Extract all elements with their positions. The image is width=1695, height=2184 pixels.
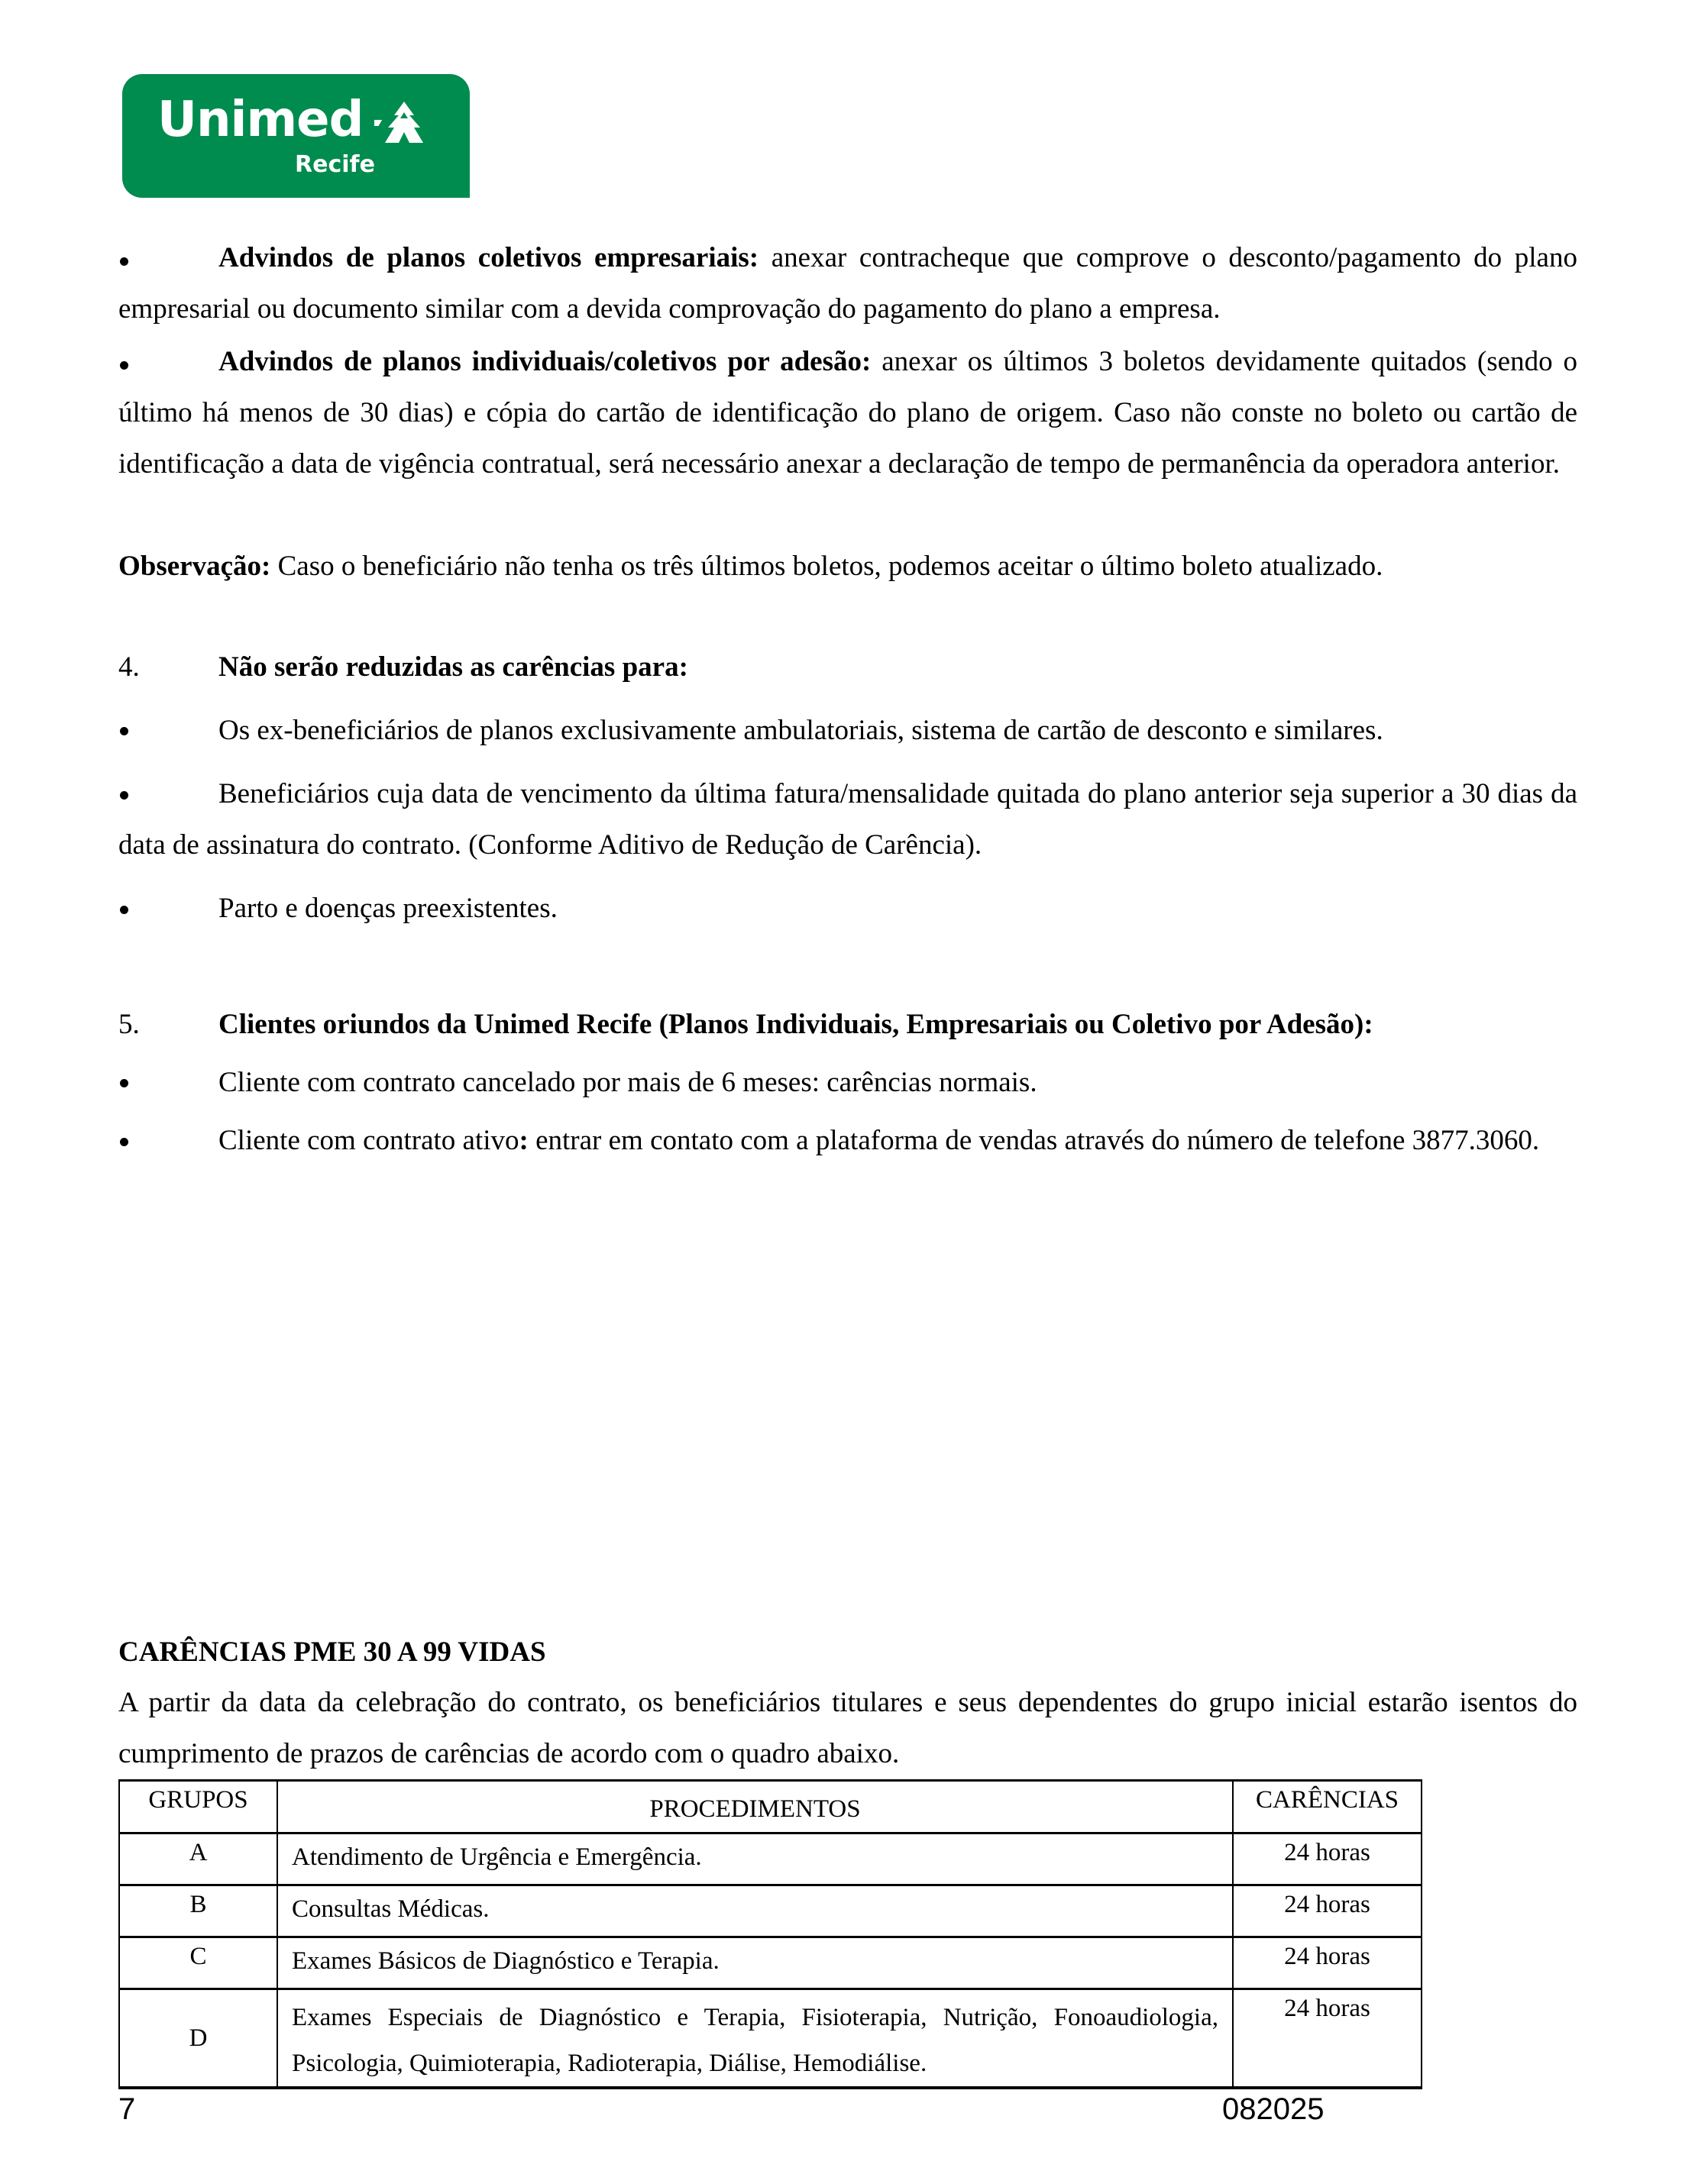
section-5-item-pre: Cliente com contrato ativo: [218, 1125, 519, 1156]
cell-carencia: 24 horas: [1233, 1937, 1422, 1989]
observation-label: Observação:: [118, 551, 271, 582]
doc-item-text: anexar contracheque que comprove o desconto/pagamento do plano empresarial ou documento similar com a devida comprovação do pagamento do plano a empresa.: [118, 242, 1577, 325]
section-5-item-post: entrar em contato com a plataforma de vendas através do número de telefone 3877.3060.: [528, 1125, 1540, 1156]
header-carencias: CARÊNCIAS: [1233, 1781, 1422, 1833]
cell-grupo: C: [119, 1937, 277, 1989]
carencias-title: CARÊNCIAS PME 30 A 99 VIDAS: [118, 1636, 546, 1668]
doc-item-coletivos-empresariais: [118, 232, 1577, 334]
unimed-tree-icon: [374, 102, 434, 143]
table-header-row: [119, 1781, 1422, 1833]
cell-grupo: B: [119, 1885, 277, 1937]
section-5-title: Clientes oriundos da Unimed Recife (Planos Individuais, Empresariais ou Coletivo por Adesão):: [218, 1009, 1373, 1040]
header-grupos: GRUPOS: [119, 1781, 277, 1833]
page-number: 7: [118, 2092, 136, 2126]
bullet-icon: [120, 727, 128, 735]
section-4-item: Parto e doenças preexistentes.: [218, 893, 558, 924]
carencias-intro: A partir da data da celebração do contrato, os beneficiários titulares e seus dependentes do grupo inicial estarão isentos do cumprimento de prazos de carências de acordo com o quadro abaixo.: [118, 1687, 1577, 1769]
cell-grupo: D: [119, 1989, 277, 2089]
cell-carencia: 24 horas: [1233, 1833, 1422, 1885]
section-5-item: Cliente com contrato cancelado por mais de 6 meses: carências normais.: [218, 1067, 1037, 1098]
section-4-item: Beneficiários cuja data de vencimento da última fatura/mensalidade quitada do plano anterior seja superior a 30 dias da data de assinatura do contrato. (Conforme Aditivo de Redução de Carência).: [118, 778, 1577, 861]
header-procedimentos: PROCEDIMENTOS: [277, 1781, 1233, 1833]
observation-text: Caso o beneficiário não tenha os três últimos boletos, podemos aceitar o último boleto atualizado.: [270, 551, 1383, 582]
cell-carencia: 24 horas: [1233, 1885, 1422, 1937]
document-code: 082025: [1222, 2092, 1325, 2126]
table-row: [119, 1937, 1422, 1989]
carencias-table: [118, 1779, 1422, 2089]
cell-procedimento: Atendimento de Urgência e Emergência.: [277, 1833, 1233, 1885]
doc-item-label: Advindos de planos coletivos empresariais:: [218, 242, 759, 273]
section-5-item-colon: :: [519, 1125, 529, 1156]
unimed-recife-logo: [122, 74, 470, 198]
table-row: [119, 1885, 1422, 1937]
section-4-title: Não serão reduzidas as carências para:: [218, 651, 688, 683]
logo-city-text: Recife: [295, 151, 375, 178]
section-5-item-active-contract: [118, 1115, 1577, 1166]
cell-grupo: A: [119, 1833, 277, 1885]
cell-carencia: 24 horas: [1233, 1989, 1422, 2089]
doc-item-text: anexar os últimos 3 boletos devidamente quitados (sendo o último há menos de 30 dias) e cópia do cartão de identificação do plano de origem. Caso não conste no boleto ou cartão de identificação a data de vigência contratual, será necessário anexar a declaração de tempo de permanência da operadora anterior.: [118, 346, 1577, 480]
logo-brand-text: Unimed: [157, 92, 364, 148]
doc-item-individuais-adesao: [118, 336, 1577, 489]
cell-procedimento: Exames Especiais de Diagnóstico e Terapia, Fisioterapia, Nutrição, Fonoaudiologia, Psicologia, Quimioterapia, Radioterapia, Diálise, Hemodiálise.: [277, 1989, 1233, 2089]
cell-procedimento: Exames Básicos de Diagnóstico e Terapia.: [277, 1937, 1233, 1989]
cell-procedimento: Consultas Médicas.: [277, 1885, 1233, 1937]
observation-note: [118, 550, 1383, 583]
section-5-number: 5.: [118, 1009, 140, 1040]
bullet-icon: [120, 1079, 128, 1087]
table-row: [119, 1989, 1422, 2089]
section-4-number: 4.: [118, 651, 140, 683]
section-4-item: Os ex-beneficiários de planos exclusivamente ambulatoriais, sistema de cartão de desconto e similares.: [218, 715, 1383, 746]
doc-item-label: Advindos de planos individuais/coletivos por adesão:: [218, 346, 872, 377]
table-row: [119, 1833, 1422, 1885]
bullet-icon: [120, 906, 128, 914]
